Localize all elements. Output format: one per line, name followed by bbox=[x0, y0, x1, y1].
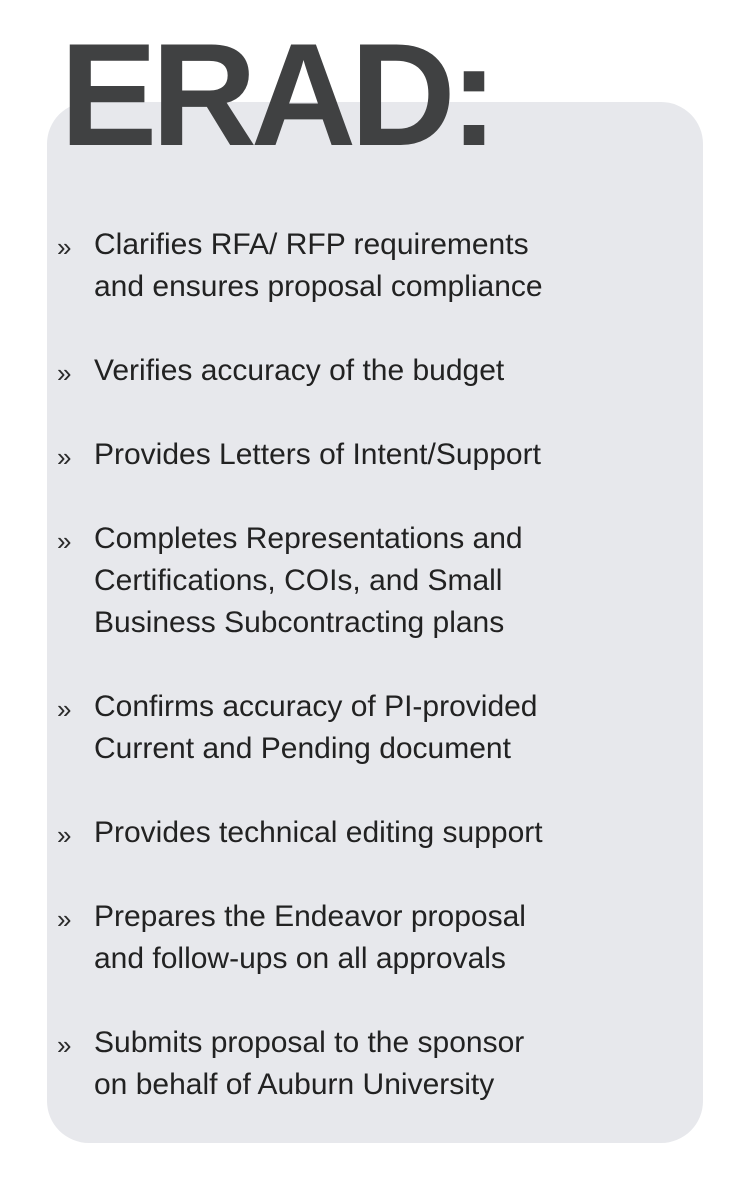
list-item-text: Confirms accuracy of PI-provided Current and Pending document bbox=[94, 690, 538, 765]
bullet-icon: » bbox=[57, 442, 72, 472]
bullet-icon: » bbox=[57, 358, 72, 388]
list-item-text: Provides technical editing support bbox=[94, 816, 543, 849]
bullet-icon: » bbox=[57, 694, 72, 724]
bullet-icon: » bbox=[57, 232, 72, 262]
list-item-text: Verifies accuracy of the budget bbox=[94, 354, 505, 387]
bullet-icon: » bbox=[57, 1030, 72, 1060]
bullet-icon: » bbox=[57, 820, 72, 850]
bullet-icon: » bbox=[57, 526, 72, 556]
bullet-icon: » bbox=[57, 904, 72, 934]
list-item-text: Submits proposal to the sponsor on behalf of Auburn University bbox=[94, 1026, 525, 1101]
list-item-text: Provides Letters of Intent/Support bbox=[94, 438, 541, 471]
list-item-text: Completes Representations and Certifications, COIs, and Small Business Subcontracting plans bbox=[94, 522, 523, 639]
page-title: ERAD: bbox=[60, 13, 493, 176]
list-item-text: Clarifies RFA/ RFP requirements and ensures proposal compliance bbox=[94, 228, 543, 303]
list-item-text: Prepares the Endeavor proposal and follow-ups on all approvals bbox=[94, 900, 526, 975]
